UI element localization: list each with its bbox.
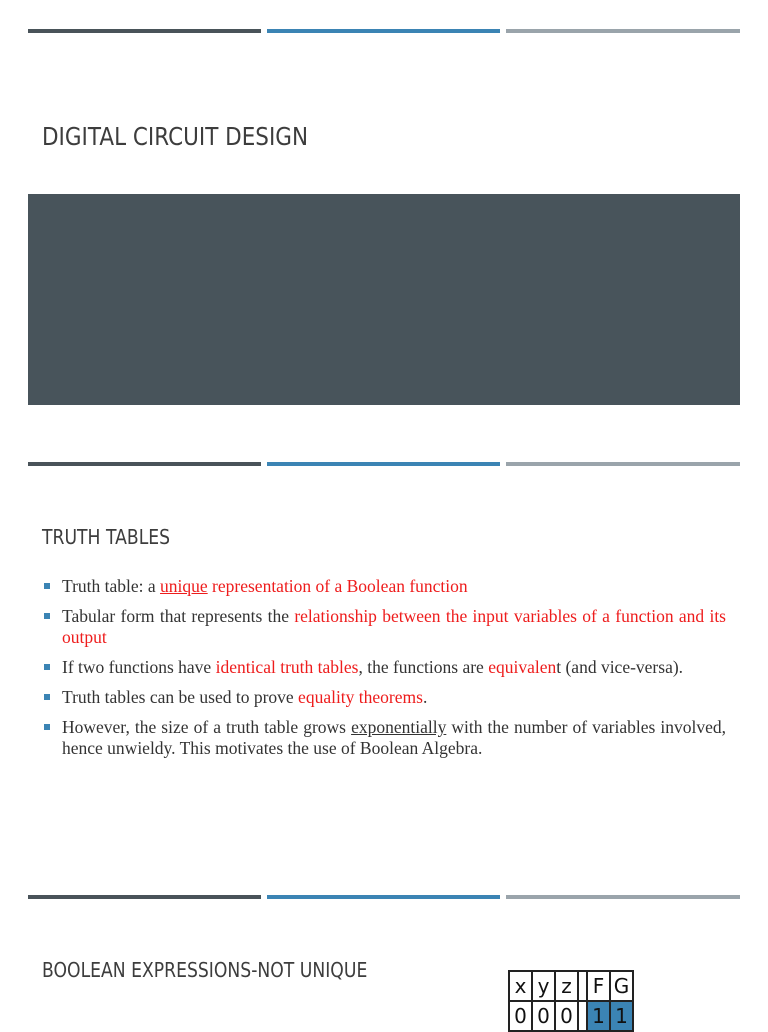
bullet-item: If two functions have identical truth tables, the functions are equivalent (and vice-versa). — [42, 657, 726, 678]
slide2-rule-dark — [28, 462, 261, 466]
cell-y: 0 — [532, 1001, 555, 1031]
top-rule-grey — [506, 29, 740, 33]
slide2-rule-blue — [267, 462, 500, 466]
bullet-square-icon — [44, 664, 50, 670]
slide2-rule-grey — [506, 462, 740, 466]
bullet-square-icon — [44, 694, 50, 700]
cell-g: 1 — [610, 1001, 633, 1031]
cell-f: 1 — [587, 1001, 610, 1031]
bullet-item: Truth tables can be used to prove equality theorems. — [42, 687, 726, 708]
slide3-rule-grey — [506, 895, 740, 899]
bullet-square-icon — [44, 724, 50, 730]
bullet-square-icon — [44, 613, 50, 619]
slide3-rule-dark — [28, 895, 261, 899]
top-rule-dark — [28, 29, 261, 33]
header-x: x — [509, 971, 532, 1001]
bullet-item: However, the size of a truth table grows exponentially with the number of variables involved, hence unwieldy. This motivates the use of Boolean Algebra. — [42, 717, 726, 759]
cell-x: 0 — [509, 1001, 532, 1031]
table-header-row — [509, 971, 633, 1001]
slide2-title: TRUTH TABLES — [42, 525, 171, 549]
header-g: G — [610, 971, 633, 1001]
bullet-item: Tabular form that represents the relationship between the input variables of a function and its output — [42, 606, 726, 648]
header-z: z — [555, 971, 578, 1001]
cell-gap — [578, 1001, 587, 1031]
slide3-rule-blue — [267, 895, 500, 899]
bullet-item: Truth table: a unique representation of a Boolean function — [42, 576, 726, 597]
cell-z: 0 — [555, 1001, 578, 1031]
slide1-title: DIGITAL CIRCUIT DESIGN — [42, 122, 309, 151]
header-f: F — [587, 971, 610, 1001]
slide3-title: BOOLEAN EXPRESSIONS-NOT UNIQUE — [42, 958, 368, 982]
header-gap — [578, 971, 587, 1001]
table-row — [509, 1001, 633, 1031]
truth-table-bullets — [42, 576, 726, 768]
header-y: y — [532, 971, 555, 1001]
bullet-square-icon — [44, 583, 50, 589]
slide1-banner — [28, 194, 740, 405]
truth-table — [508, 970, 634, 1032]
top-rule-blue — [267, 29, 500, 33]
